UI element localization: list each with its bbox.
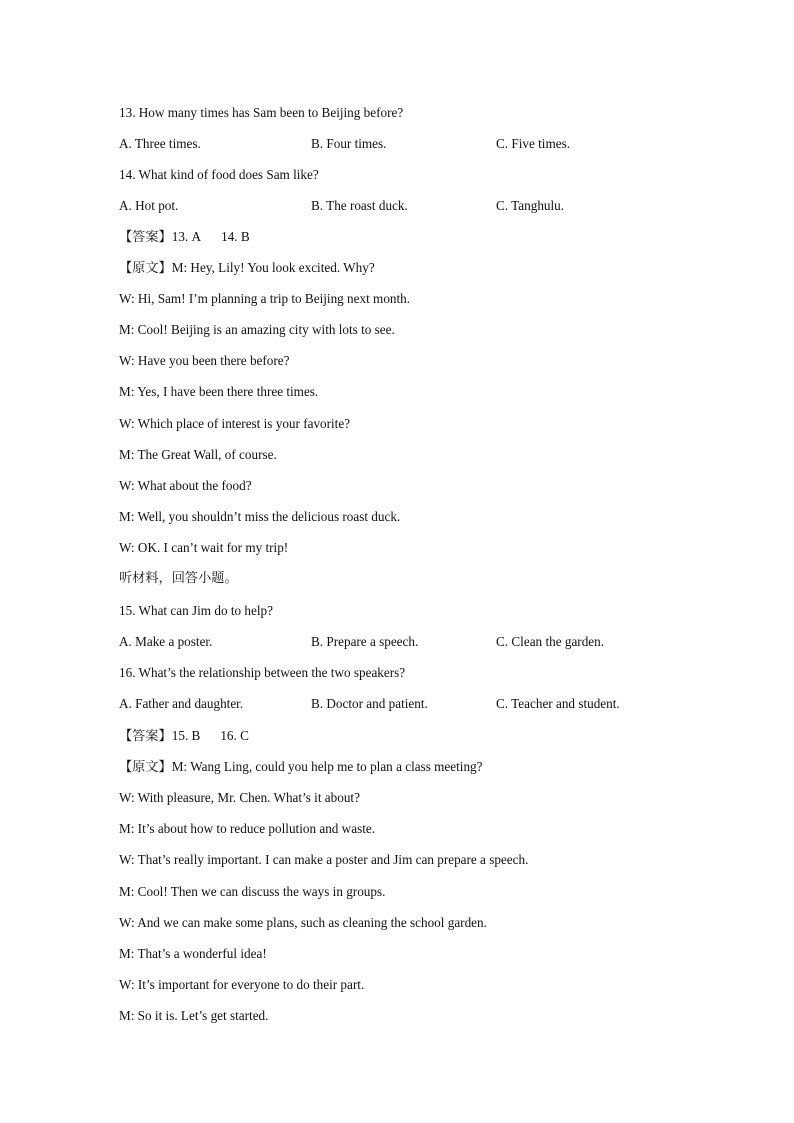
q15-option-a: A. Make a poster.	[119, 634, 213, 649]
transcript-1-line: M: Well, you shouldn’t miss the delicious roast duck.	[119, 509, 401, 524]
transcript-2-line: W: And we can make some plans, such as cleaning the school garden.	[119, 915, 487, 930]
transcript-1-line-0: M: Hey, Lily! You look excited. Why?	[171, 260, 375, 275]
q16-option-a: A. Father and daughter.	[119, 696, 244, 711]
question-13: 13. How many times has Sam been to Beijing before?	[119, 105, 404, 120]
transcript-1-line: W: OK. I can’t wait for my trip!	[119, 540, 289, 555]
transcript-2-line: W: It’s important for everyone to do their part.	[119, 977, 365, 992]
transcript-1-line: W: Hi, Sam! I’m planning a trip to Beijing next month.	[119, 291, 411, 306]
transcript-2-line: M: So it is. Let’s get started.	[119, 1008, 269, 1023]
question-16: 16. What’s the relationship between the two speakers?	[119, 665, 406, 680]
answer-16: 16. C	[220, 728, 249, 743]
transcript-2-line: M: It’s about how to reduce pollution and waste.	[119, 821, 376, 836]
transcript-1-first-line	[119, 260, 375, 277]
section-instruction: 听材料，回答小题。	[119, 571, 238, 586]
transcript-1-line: W: Which place of interest is your favorite?	[119, 416, 351, 431]
transcript-label: 【原文】	[119, 261, 172, 276]
q16-option-c: C. Teacher and student.	[496, 696, 620, 711]
answer-14: 14. B	[221, 229, 250, 244]
answer-13: 13. A	[171, 229, 202, 244]
transcript-2-line: W: That’s really important. I can make a poster and Jim can prepare a speech.	[119, 852, 529, 867]
q15-option-c: C. Clean the garden.	[496, 634, 605, 649]
transcript-2-first-line	[119, 759, 482, 776]
q15-option-b: B. Prepare a speech.	[311, 634, 419, 649]
transcript-1-line: M: The Great Wall, of course.	[119, 447, 277, 462]
answer-label: 【答案】	[119, 230, 172, 245]
transcript-label: 【原文】	[119, 760, 172, 775]
transcript-2-line-0: M: Wang Ling, could you help me to plan a class meeting?	[171, 759, 483, 774]
transcript-1-line: W: Have you been there before?	[119, 353, 290, 368]
answer-label: 【答案】	[119, 729, 172, 744]
question-14: 14. What kind of food does Sam like?	[119, 167, 319, 182]
answer-15: 15. B	[171, 728, 201, 743]
q14-option-b: B. The roast duck.	[311, 198, 408, 213]
q13-option-c: C. Five times.	[496, 136, 570, 151]
transcript-1-line: W: What about the food?	[119, 478, 252, 493]
transcript-2-line: M: That’s a wonderful idea!	[119, 946, 267, 961]
question-15: 15. What can Jim do to help?	[119, 603, 273, 618]
q14-option-c: C. Tanghulu.	[496, 198, 565, 213]
transcript-1-line: M: Cool! Beijing is an amazing city with lots to see.	[119, 322, 395, 337]
q13-option-a: A. Three times.	[119, 136, 201, 151]
q13-option-b: B. Four times.	[311, 136, 387, 151]
answer-key-15-16	[119, 728, 249, 745]
q14-option-a: A. Hot pot.	[119, 198, 179, 213]
q16-option-b: B. Doctor and patient.	[311, 696, 428, 711]
answer-key-13-14	[119, 229, 250, 246]
transcript-2-line: M: Cool! Then we can discuss the ways in groups.	[119, 884, 386, 899]
transcript-1-line: M: Yes, I have been there three times.	[119, 384, 319, 399]
transcript-2-line: W: With pleasure, Mr. Chen. What’s it about?	[119, 790, 360, 805]
